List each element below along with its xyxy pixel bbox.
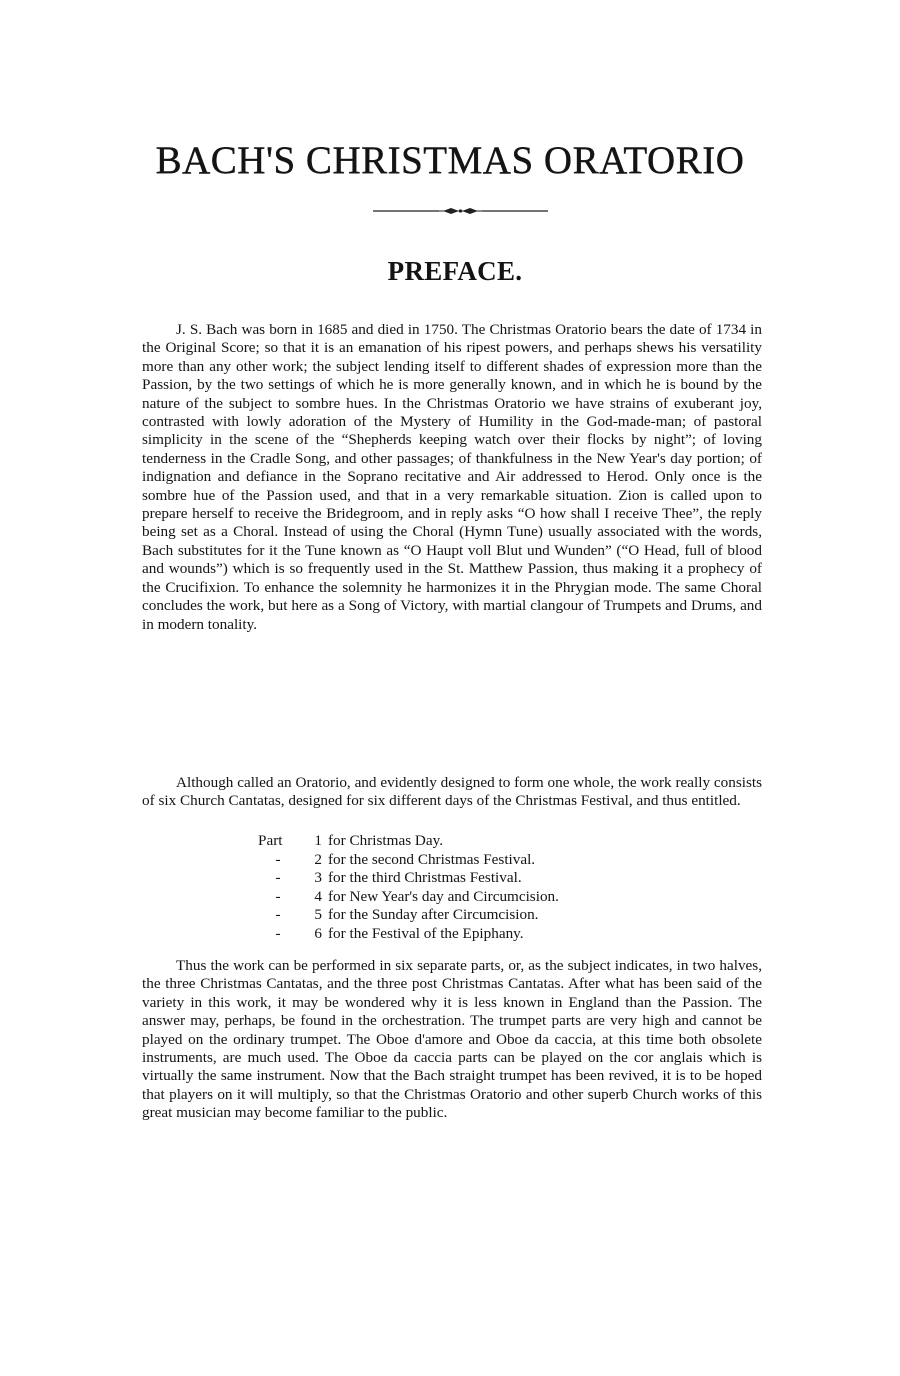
part-text: for the second Christmas Festival. [328,850,536,868]
paragraph-1 [142,321,762,634]
part-text: for the Sunday after Circumcision. [328,906,539,924]
ornament-divider-icon [373,204,548,218]
list-item [258,906,678,925]
part-number: 6 [314,924,322,942]
part-number: 2 [314,850,322,868]
part-lead: - [275,887,281,905]
paragraph-text: Thus the work can be performed in six separate parts, or, as the subject indicates, in two halves, the three Christmas Cantatas, and the three post Christmas Cantatas. After what has been said of the variety in this work, it may be wondered why it is less known in England than the Passion. The answer may, perhaps, be found in the orchestration. The trumpet parts are very high and cannot be played on the ordinary trumpet. The Oboe d'amore and Oboe da caccia, at this time both obsolete instruments, are much used. The Oboe da caccia parts can be played on the cor anglais which is virtually the same instrument. Now that the Bach straight trumpet has been revived, it is to be hoped that players on it will multiply, so that the Christmas Oratorio and other superb Church works of this great musician may become familiar to the public. [142,957,762,1122]
part-text: for the Festival of the Epiphany. [328,924,524,942]
paragraph-text: J. S. Bach was born in 1685 and died in 1750. The Christmas Oratorio bears the date of 1734 in the Original Score; so that it is an emanation of his ripest powers, and perhaps shews his versatility more than any other work; the subject lending itself to different shades of expression more than the Passion, by the two settings of which he is more generally known, and in which he is bound by the nature of the subject to sombre hues. In the Christmas Oratorio we have strains of exuberant joy, contrasted with lowly adoration of the Mystery of Humility in the God-made-man; of pastoral simplicity in the scene of the “Shepherds keeping watch over their flocks by night”; of loving tenderness in the Cradle Song, and other passages; of thankfulness in the New Year's day portion; of indignation and defiance in the Soprano recitative and Air addressed to Herod. Only once is the sombre hue of the Passion used, and that in a very remarkable situation. Zion is called upon to prepare herself to receive the Bridegroom, and in reply asks “O how shall I receive Thee”, the reply being set as a Choral. Instead of using the Choral (Hymn Tune) usually associated with the words, Bach substitutes for it the Tune known as “O Haupt voll Blut und Wunden” (“O Head, full of blood and wounds”) which is so frequently used in the St. Matthew Passion, thus making it a prophecy of the Crucifixion. To enhance the solemnity he harmonizes it in the Phrygian mode. The same Choral concludes the work, but here as a Song of Victory, with martial clangour of Trumpets and Drums, and in modern tonality. [142,321,762,633]
list-item [258,925,678,944]
part-text: for the third Christmas Festival. [328,869,522,887]
list-item [258,888,678,907]
part-number: 1 [314,832,322,849]
paragraph-text: Although called an Oratorio, and evidently designed to form one whole, the work really consists of six Church Cantatas, designed for six different days of the Christmas Festival, and thus entitled. [142,774,762,810]
paragraph-3 [142,957,762,1123]
paragraph-2 [142,774,762,811]
part-lead: - [275,906,281,924]
part-number: 3 [314,869,322,887]
part-number: 5 [314,906,322,924]
list-item [258,869,678,888]
part-number: 4 [314,887,322,905]
list-item [258,832,678,851]
part-lead: - [275,850,281,868]
preface-heading: PREFACE. [387,256,523,286]
part-lead: - [275,869,281,887]
list-item [258,851,678,870]
page-title: BACH'S CHRISTMAS ORATORIO [155,139,745,182]
part-text: for New Year's day and Circumcision. [328,887,559,905]
part-text: for Christmas Day. [328,832,444,849]
part-lead: Part [258,832,283,849]
parts-list [258,832,678,944]
part-lead: - [275,924,281,942]
